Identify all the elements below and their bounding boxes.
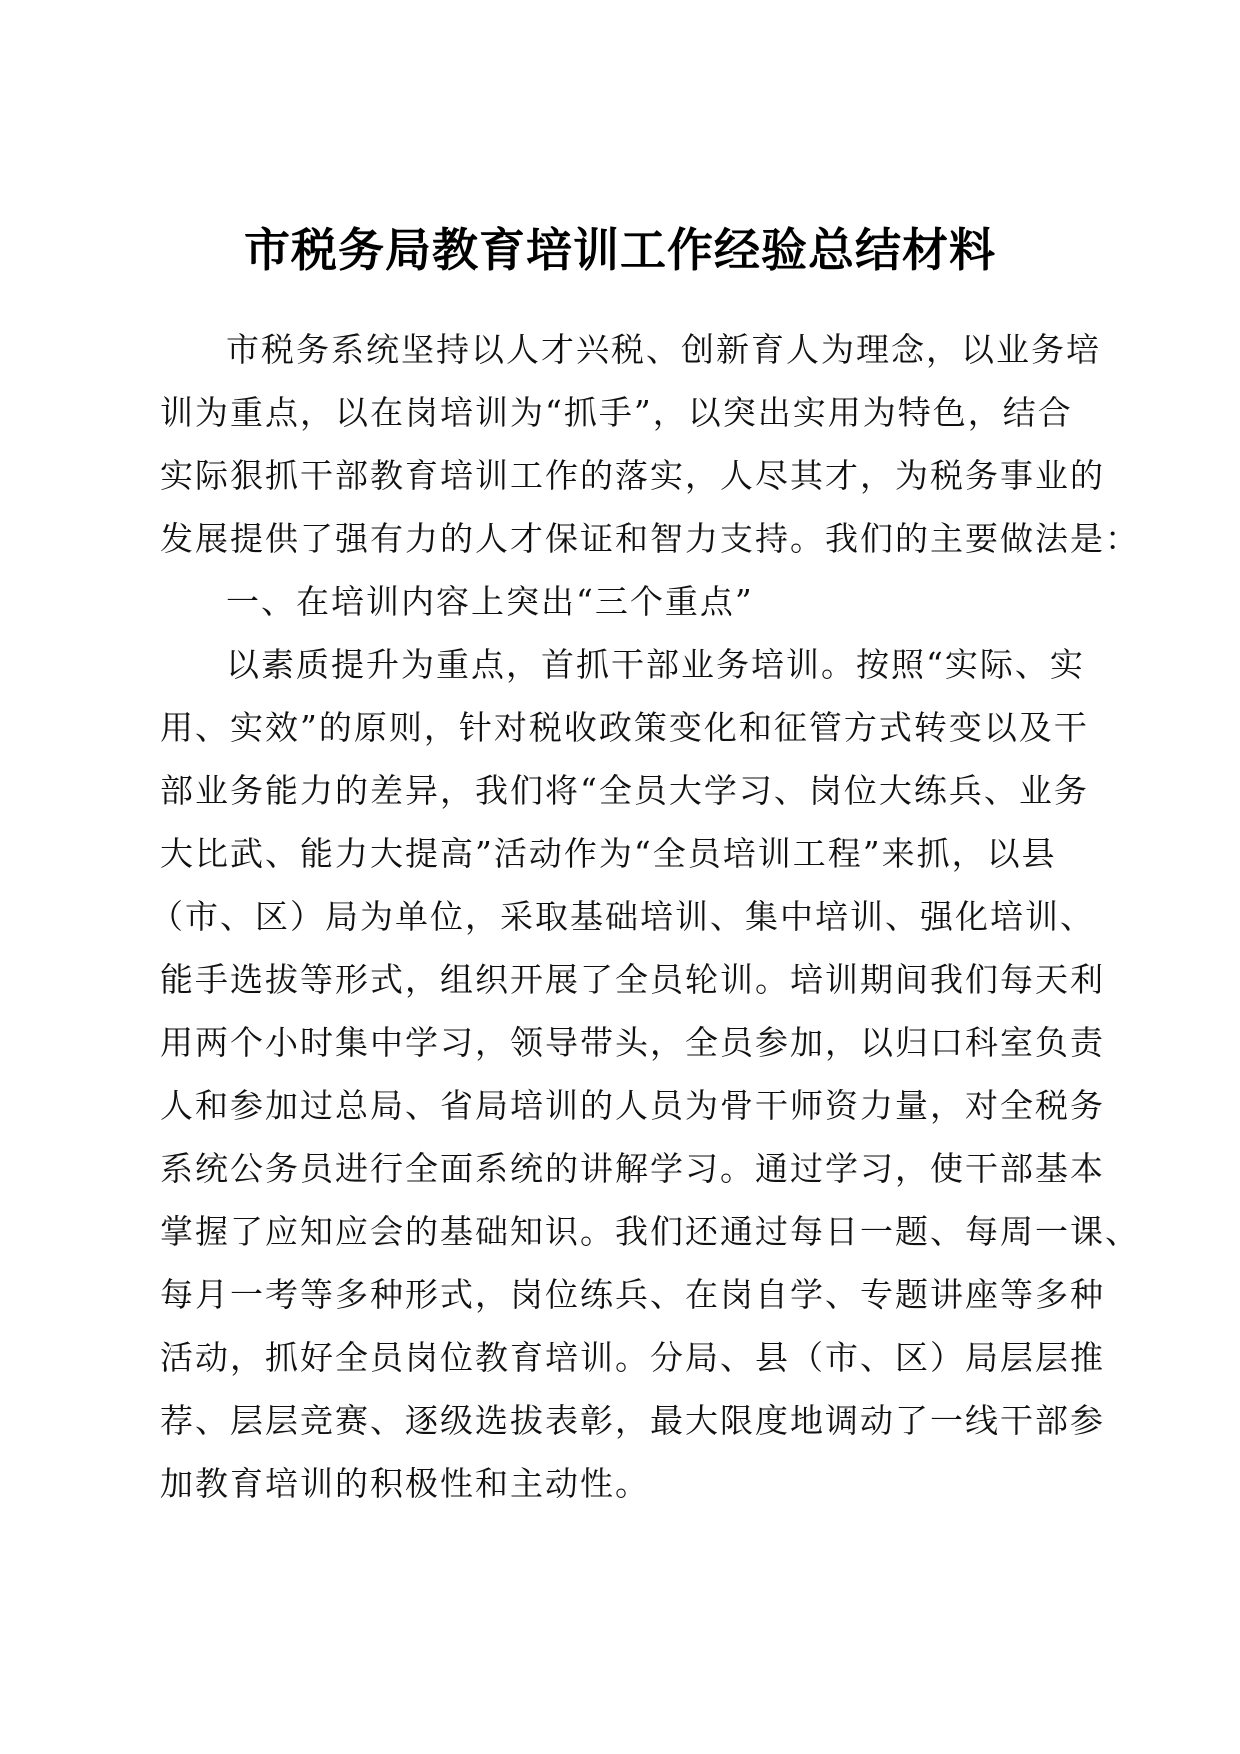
paragraph-line: 大比武、能力大提高”活动作为“全员培训工程”来抓，以县	[160, 834, 1057, 873]
paragraph-line: 加教育培训的积极性和主动性。	[160, 1464, 650, 1503]
paragraph-line: 发展提供了强有力的人才保证和智力支持。我们的主要做法是：	[160, 519, 1140, 558]
paragraph-line: 市税务系统坚持以人才兴税、创新育人为理念，以业务培	[226, 330, 1101, 369]
paragraph-line: 部业务能力的差异，我们将“全员大学习、岗位大练兵、业务	[160, 771, 1089, 810]
paragraph-line: 能手选拔等形式，组织开展了全员轮训。培训期间我们每天利	[160, 960, 1105, 999]
paragraph-line: 用两个小时集中学习，领导带头，全员参加，以归口科室负责	[160, 1023, 1105, 1062]
paragraph-line: 实际狠抓干部教育培训工作的落实，人尽其才，为税务事业的	[160, 456, 1105, 495]
paragraph-line: 以素质提升为重点，首抓干部业务培训。按照“实际、实	[226, 645, 1085, 684]
paragraph-line: 系统公务员进行全面系统的讲解学习。通过学习，使干部基本	[160, 1149, 1105, 1188]
paragraph-line: （市、区）局为单位，采取基础培训、集中培训、强化培训、	[150, 897, 1095, 936]
section-heading: 一、在培训内容上突出“三个重点”	[226, 582, 754, 621]
paragraph-line: 掌握了应知应会的基础知识。我们还通过每日一题、每周一课、	[160, 1212, 1140, 1251]
paragraph-line: 人和参加过总局、省局培训的人员为骨干师资力量，对全税务	[160, 1086, 1105, 1125]
paragraph-line: 每月一考等多种形式，岗位练兵、在岗自学、专题讲座等多种	[160, 1275, 1105, 1314]
paragraph-line: 训为重点，以在岗培训为“抓手”，以突出实用为特色，结合	[160, 393, 1073, 432]
paragraph-line: 荐、层层竞赛、逐级选拔表彰，最大限度地调动了一线干部参	[160, 1401, 1105, 1440]
paragraph-line: 用、实效”的原则，针对税收政策变化和征管方式转变以及干	[160, 708, 1089, 747]
paragraph-line: 活动，抓好全员岗位教育培训。分局、县（市、区）局层层推	[160, 1338, 1105, 1377]
document-title: 市税务局教育培训工作经验总结材料	[244, 223, 996, 277]
